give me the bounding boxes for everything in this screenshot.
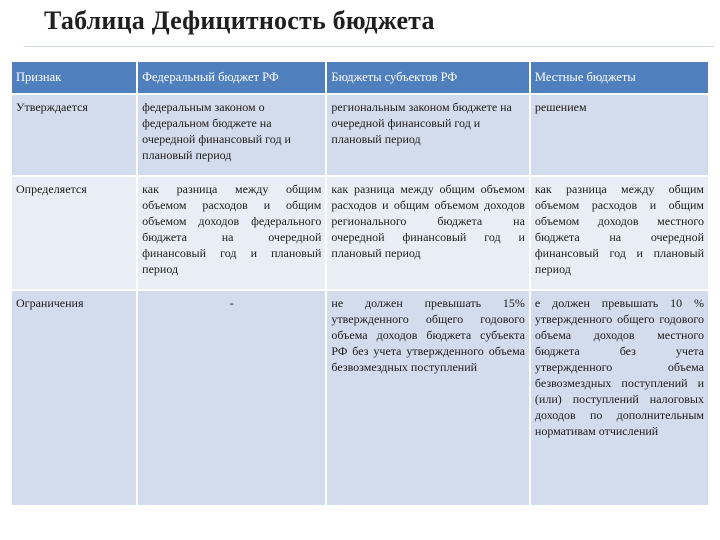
cell-regional: не должен превышать 15% утвержденного общего годового объема доходов бюджета субъекта РФ без учета утвержденного объема безвозмездных поступлений: [327, 291, 529, 505]
cell-federal: -: [138, 291, 325, 505]
cell-federal: как разница между общим объемом расходов и общим объемом доходов федерального бюджета на очередной финансовый год и плановый период: [138, 177, 325, 289]
header-cell-regional: Бюджеты субъектов РФ: [327, 62, 529, 93]
row-label: Определяется: [12, 177, 136, 289]
cell-federal: федеральным законом о федеральном бюджете на очередной финансовый год и плановый период: [138, 95, 325, 175]
cell-local: решением: [531, 95, 708, 175]
header-cell-attribute: Признак: [12, 62, 136, 93]
table-header-row: [12, 62, 708, 93]
header-cell-federal: Федеральный бюджет РФ: [138, 62, 325, 93]
page-title: Таблица Дефицитность бюджета: [44, 6, 435, 35]
cell-regional: как разница между общим объемом расходов и общим объемом доходов регионального бюджета на очередной финансовый год и плановый период: [327, 177, 529, 289]
budget-deficit-table: [10, 60, 710, 507]
table-row-limits: [12, 291, 708, 505]
cell-local: е должен превышать 10 % утвержденного общего годового объема доходов местного бюджета без учета утвержденного объема безвозмездных поступлений и (или) поступлений налоговых доходов по дополнительным нормативам отчислений: [531, 291, 708, 505]
header-cell-local: Местные бюджеты: [531, 62, 708, 93]
table-row-approved: [12, 95, 708, 175]
row-label: Ограничения: [12, 291, 136, 505]
row-label: Утверждается: [12, 95, 136, 175]
title-divider: [24, 46, 714, 47]
table-row-defined: [12, 177, 708, 289]
cell-local: как разница между общим объемом расходов и общим объемом доходов местного бюджета на очередной финансовый год и плановый период: [531, 177, 708, 289]
cell-regional: региональным законом бюджете на очередной финансовый год и плановый период: [327, 95, 529, 175]
